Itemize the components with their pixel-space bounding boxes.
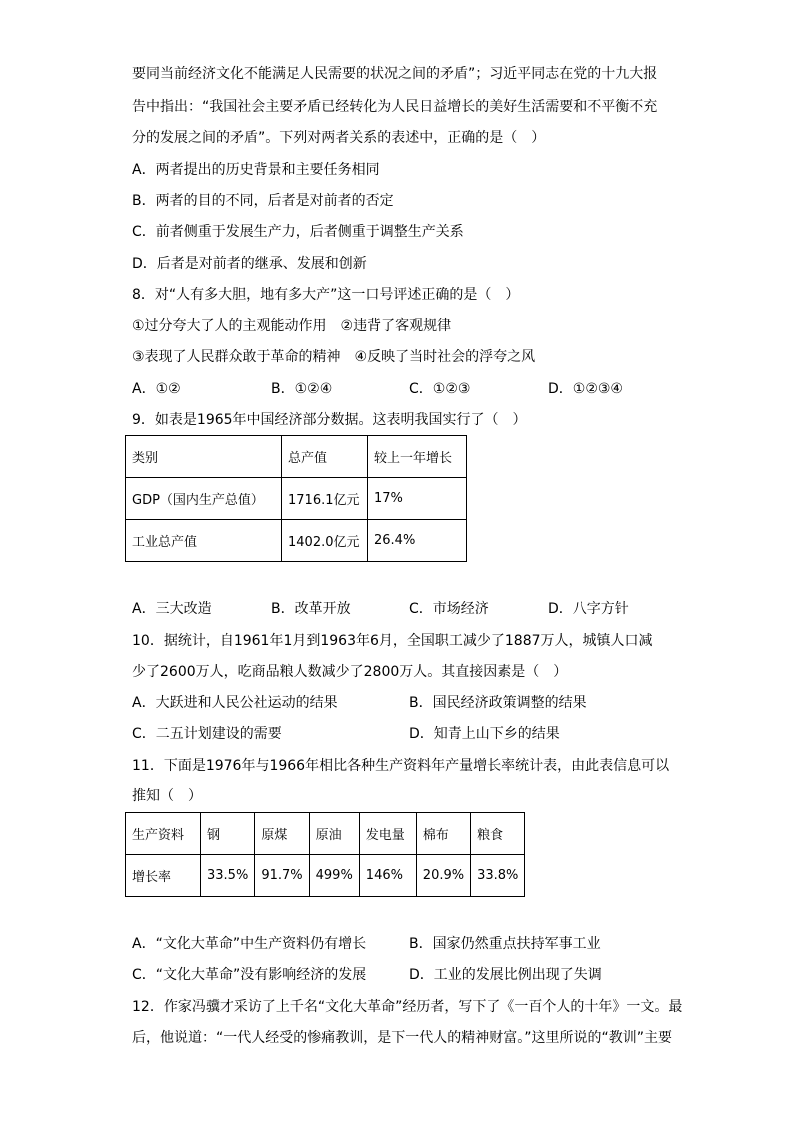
q7-option-d: D．后者是对前者的继承、发展和创新 [132,256,367,272]
q11-text-line: 11．下面是1976年与1966年相比各种生产资料年产量增长率统计表，由此表信息可以 [132,758,670,774]
q12-text-line: 12．作家冯骥才采访了上千名“文化大革命”经历者，写下了《一百个人的十年》一文。最 [132,999,683,1015]
q10-option-a: A．大跃进和人民公社运动的结果 [132,695,338,711]
table-cell: 生产资料 [126,813,201,855]
q7-option-c: C．前者侧重于发展生产力，后者侧重于调整生产关系 [132,224,464,240]
table-row [126,855,525,897]
q12-text-line: 后，他说道：“一代人经受的惨痛教训，是下一代人的精神财富。”这里所说的“教训”主要 [132,1030,673,1046]
table-cell: 工业总产值 [126,520,282,562]
table-cell: 类别 [126,436,282,478]
table-cell: 棉布 [416,813,470,855]
q11-option-d: D．工业的发展比例出现了失调 [409,967,602,983]
table-cell: 17% [368,478,467,520]
table-cell: 20.9% [416,855,470,897]
q11-option-c: C．“文化大革命”没有影响经济的发展 [132,967,367,983]
table-cell: 1402.0亿元 [282,520,368,562]
q11-option-a: A．“文化大革命”中生产资料仍有增长 [132,936,367,952]
q7-text-line: 要同当前经济文化不能满足人民需要的状况之间的矛盾”；习近平同志在党的十九大报 [132,66,658,82]
q8-option-d: D．①②③④ [548,381,623,397]
q8-stem: 8．对“人有多大胆，地有多大产”这一口号评述正确的是（ ） [132,287,520,303]
q9-option-c: C．市场经济 [409,601,489,617]
table-cell: 总产值 [282,436,368,478]
q9-stem: 9．如表是1965年中国经济部分数据。这表明我国实行了（ ） [132,412,527,428]
q7-text-line: 告中指出：“我国社会主要矛盾已经转化为人民日益增长的美好生活需要和不平衡不充 [132,99,658,115]
q10-option-d: D．知青上山下乡的结果 [409,726,560,742]
table-cell: 1716.1亿元 [282,478,368,520]
table-cell: 粮食 [471,813,525,855]
q9-option-a: A．三大改造 [132,601,212,617]
q9-data-table [125,435,467,562]
q11-option-b: B．国家仍然重点扶持军事工业 [409,936,601,952]
table-cell: 146% [359,855,416,897]
q11-data-table [125,812,525,897]
table-cell: 499% [309,855,359,897]
q10-option-c: C．二五计划建设的需要 [132,726,282,742]
table-cell: 33.5% [201,855,255,897]
q8-statement: ③表现了人民群众敢于革命的精神 ④反映了当时社会的浮夸之风 [132,349,536,365]
q8-statement: ①过分夸大了人的主观能动作用 ②违背了客观规律 [132,318,452,334]
table-cell: GDP（国内生产总值） [126,478,282,520]
table-row [126,478,467,520]
table-cell: 33.8% [471,855,525,897]
q9-option-b: B．改革开放 [271,601,351,617]
table-cell: 钢 [201,813,255,855]
q7-option-b: B．两者的目的不同，后者是对前者的否定 [132,193,394,209]
q10-text-line: 10．据统计，自1961年1月到1963年6月，全国职工减少了1887万人，城镇人口减 [132,633,653,649]
q11-text-line: 推知（ ） [132,788,202,804]
table-cell: 26.4% [368,520,467,562]
table-cell: 原煤 [255,813,309,855]
table-cell: 91.7% [255,855,309,897]
q7-option-a: A．两者提出的历史背景和主要任务相同 [132,162,380,178]
table-cell: 较上一年增长 [368,436,467,478]
table-cell: 增长率 [126,855,201,897]
q10-option-b: B．国民经济政策调整的结果 [409,695,587,711]
q8-option-c: C．①②③ [409,381,471,397]
table-header-row [126,436,467,478]
table-row [126,520,467,562]
q9-option-d: D．八字方针 [548,601,629,617]
q8-option-a: A．①② [132,381,181,397]
table-header-row [126,813,525,855]
table-cell: 发电量 [359,813,416,855]
q8-option-b: B．①②④ [271,381,333,397]
q7-text-line: 分的发展之间的矛盾”。下列对两者关系的表述中，正确的是（ ） [132,130,546,146]
table-cell: 原油 [309,813,359,855]
q10-text-line: 少了2600万人，吃商品粮人数减少了2800万人。其直接因素是（ ） [132,664,568,680]
